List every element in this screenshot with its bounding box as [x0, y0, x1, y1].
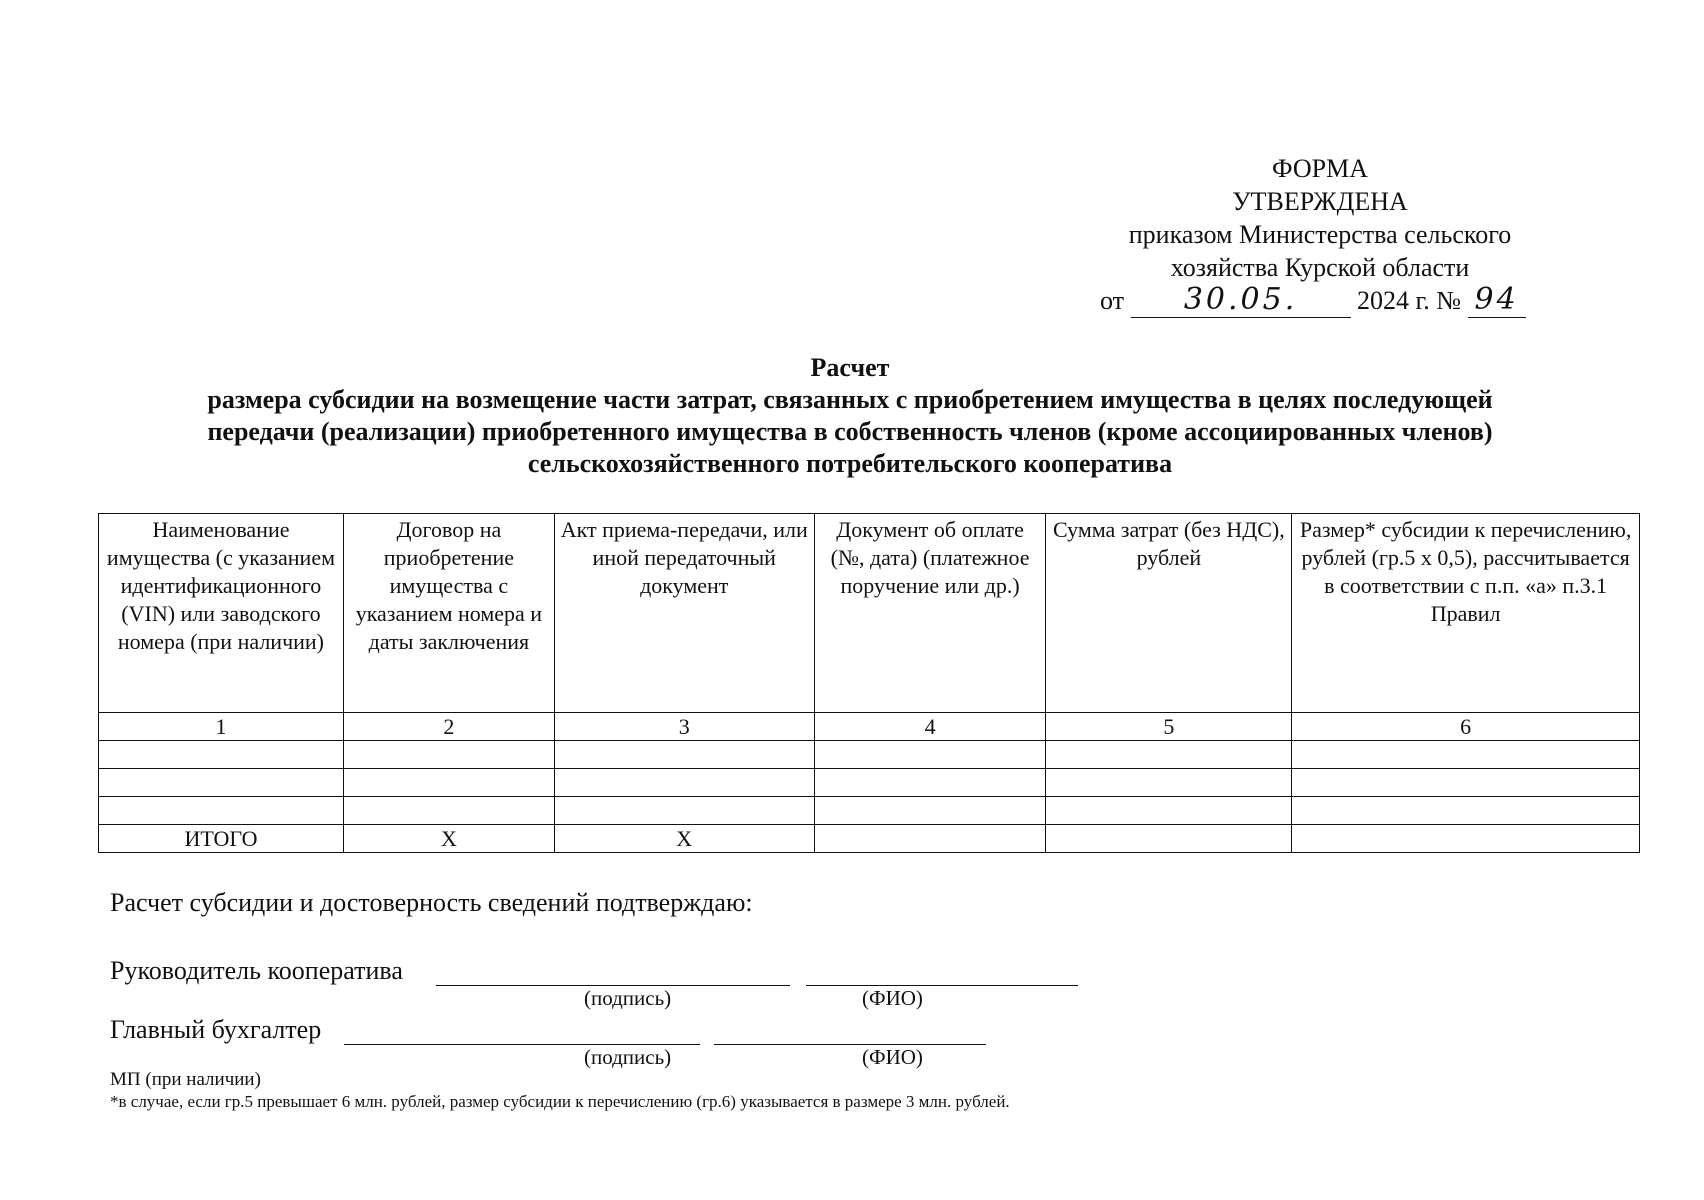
table-cell: [1292, 741, 1640, 769]
table-row: [99, 741, 1640, 769]
handwritten-number: 94: [1474, 282, 1519, 317]
column-header: Размер* субсидии к перечислению, рублей (гр.5 х 0,5), рассчитывается в соответствии с п.п. «а» п.3.1 Правил: [1292, 514, 1640, 713]
year-number-label: 2024 г. №: [1357, 286, 1462, 315]
column-number: 1: [99, 713, 344, 741]
column-header: Акт приема-передачи, или иной передаточный документ: [554, 514, 814, 713]
form-label: ФОРМА: [1272, 154, 1368, 183]
table-cell: [1046, 741, 1292, 769]
column-number-row: [99, 713, 1640, 741]
date-field: [1131, 284, 1351, 318]
table-cell: [1046, 797, 1292, 825]
table-row: [99, 769, 1640, 797]
approval-date-line: [1080, 284, 1560, 318]
column-header: Наименование имущества (с указанием идентификационного (VIN) или заводского номера (при наличии): [99, 514, 344, 713]
table-cell: [554, 769, 814, 797]
table-cell: [1292, 769, 1640, 797]
handwritten-date: 30.05.: [1183, 282, 1298, 317]
approval-order-line: приказом Министерства сельского: [1128, 220, 1512, 249]
total-cell: [814, 825, 1046, 853]
stamp-note: МП (при наличии): [110, 1069, 261, 1090]
total-cell: Х: [343, 825, 554, 853]
subsidy-calculation-table: [98, 513, 1640, 853]
table-cell: [99, 769, 344, 797]
title-line-4: сельскохозяйственного потребительского кооператива: [527, 449, 1173, 478]
accountant-signature-caption: (подпись): [584, 1045, 672, 1069]
table-cell: [99, 797, 344, 825]
title-main: Расчет: [810, 353, 890, 382]
head-signature-label: Руководитель кооператива: [110, 956, 403, 985]
table-cell: [554, 797, 814, 825]
approval-block: [1080, 152, 1560, 318]
accountant-name-line: [714, 1044, 986, 1045]
table-cell: [814, 741, 1046, 769]
approved-label: УТВЕРЖДЕНА: [1232, 187, 1408, 216]
confirmation-text: Расчет субсидии и достоверность сведений подтверждаю:: [110, 888, 753, 917]
column-header: Сумма затрат (без НДС), рублей: [1046, 514, 1292, 713]
table-cell: [343, 797, 554, 825]
column-number: 4: [814, 713, 1046, 741]
title-line-3: передачи (реализации) приобретенного имущества в собственность членов (кроме ассоциированных членов): [207, 417, 1493, 446]
document-title: [100, 352, 1600, 480]
total-row: [99, 825, 1640, 853]
accountant-signature-label: Главный бухгалтер: [110, 1015, 322, 1044]
table-row: [99, 797, 1640, 825]
total-cell: Х: [554, 825, 814, 853]
column-number: 2: [343, 713, 554, 741]
head-name-caption: (ФИО): [862, 986, 923, 1010]
total-label: ИТОГО: [99, 825, 344, 853]
table-cell: [814, 769, 1046, 797]
table-cell: [814, 797, 1046, 825]
table-cell: [343, 741, 554, 769]
column-header: Документ об оплате (№, дата) (платежное поручение или др.): [814, 514, 1046, 713]
column-header: Договор на приобретение имущества с указанием номера и даты заключения: [343, 514, 554, 713]
table-header-row: [99, 514, 1640, 713]
total-cell: [1292, 825, 1640, 853]
table-cell: [554, 741, 814, 769]
table-cell: [99, 741, 344, 769]
title-line-2: размера субсидии на возмещение части затрат, связанных с приобретением имущества в целях последующей: [207, 385, 1493, 414]
total-cell: [1046, 825, 1292, 853]
head-name-line: [806, 985, 1078, 986]
column-number: 3: [554, 713, 814, 741]
table-cell: [1046, 769, 1292, 797]
approval-ministry-line: хозяйства Курской области: [1170, 253, 1470, 282]
head-signature-caption: (подпись): [584, 986, 672, 1010]
table-cell: [1292, 797, 1640, 825]
footnote: *в случае, если гр.5 превышает 6 млн. рублей, размер субсидии к перечислению (гр.6) указывается в размере 3 млн. рублей.: [110, 1092, 1010, 1111]
order-number-field: [1468, 284, 1526, 318]
table-cell: [343, 769, 554, 797]
accountant-name-caption: (ФИО): [862, 1045, 923, 1069]
from-label: от: [1100, 286, 1125, 315]
column-number: 5: [1046, 713, 1292, 741]
column-number: 6: [1292, 713, 1640, 741]
